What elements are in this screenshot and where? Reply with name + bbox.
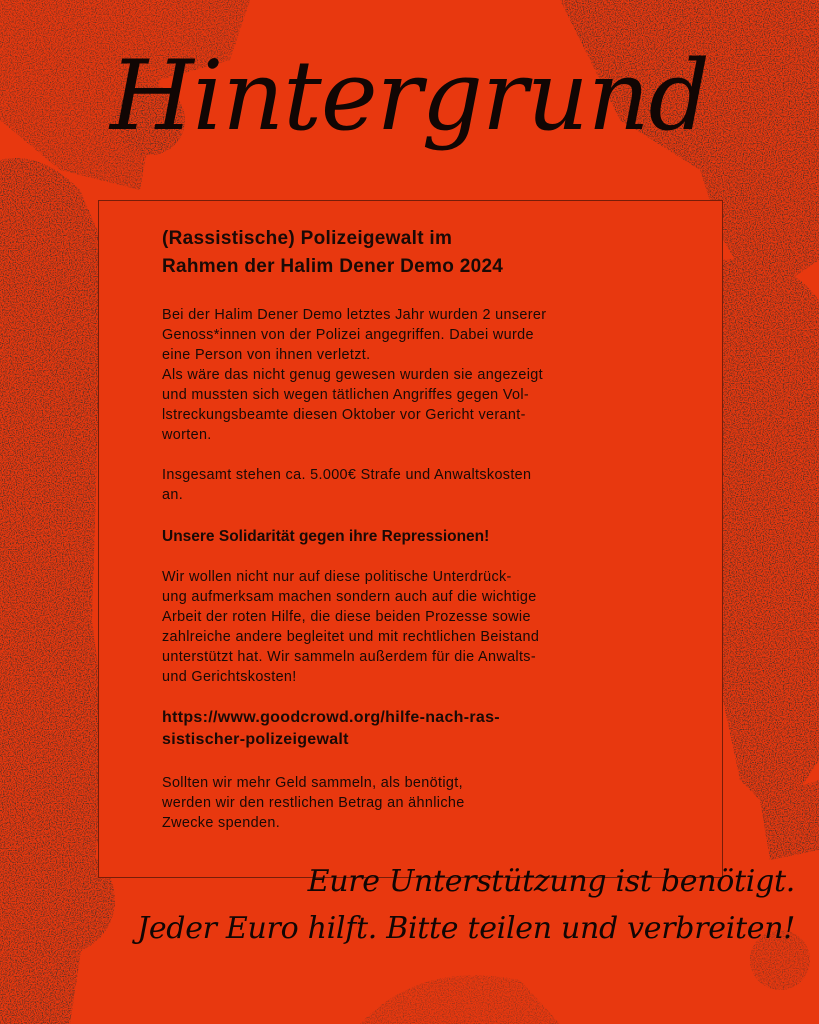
text-line: ung aufmerksam machen sondern auch auf die wichtige	[162, 589, 537, 605]
poster-title: Hintergrund	[110, 40, 709, 152]
text-line: Zwecke spenden.	[162, 815, 281, 831]
text-line: unterstützt hat. Wir sammeln außerdem für die Anwalts-	[162, 649, 536, 665]
text-line: an.	[162, 487, 184, 503]
footer-line-support: Eure Unterstützung ist benötigt.	[307, 864, 795, 899]
headline-line: Rahmen der Halim Dener Demo 2024	[162, 256, 504, 277]
link-line[interactable]: https://www.goodcrowd.org/hilfe-nach-ras-	[162, 709, 500, 726]
donation-link[interactable]	[162, 707, 660, 751]
text-line: und Gerichtskosten!	[162, 669, 297, 685]
link-line[interactable]: sistischer-polizeigewalt	[162, 731, 349, 748]
headline-line: (Rassistische) Polizeigewalt im	[162, 228, 453, 249]
text-line: Bei der Halim Dener Demo letztes Jahr wurden 2 unserer	[162, 307, 547, 323]
text-line: worten.	[162, 427, 212, 443]
text-line: Insgesamt stehen ca. 5.000€ Strafe und Anwaltskosten	[162, 467, 532, 483]
info-card	[98, 200, 723, 878]
text-line: eine Person von ihnen verletzt.	[162, 347, 371, 363]
headline	[162, 225, 660, 281]
text-line: Als wäre das nicht genug gewesen wurden sie angezeigt	[162, 367, 543, 383]
text-line: Arbeit der roten Hilfe, die diese beiden Prozesse sowie	[162, 609, 531, 625]
subheading: Unsere Solidarität gegen ihre Repressionen!	[162, 528, 490, 545]
paragraph-surplus	[162, 773, 660, 833]
text-line: zahlreiche andere begleitet und mit rechtlichen Beistand	[162, 629, 540, 645]
text-line: und mussten sich wegen tätlichen Angriffes gegen Vol-	[162, 387, 530, 403]
text-line: lstreckungsbeamte diesen Oktober vor Gericht verant-	[162, 407, 526, 423]
paragraph-incident	[162, 305, 660, 445]
paragraph-solidarity	[162, 567, 660, 687]
text-line: werden wir den restlichen Betrag an ähnliche	[162, 795, 465, 811]
text-line: Wir wollen nicht nur auf diese politische Unterdrück-	[162, 569, 512, 585]
text-line: Sollten wir mehr Geld sammeln, als benötigt,	[162, 775, 463, 791]
footer-line-share: Jeder Euro hilft. Bitte teilen und verbreiten!	[137, 911, 795, 946]
paragraph-costs	[162, 465, 660, 505]
text-line: Genoss*innen von der Polizei angegriffen. Dabei wurde	[162, 327, 534, 343]
